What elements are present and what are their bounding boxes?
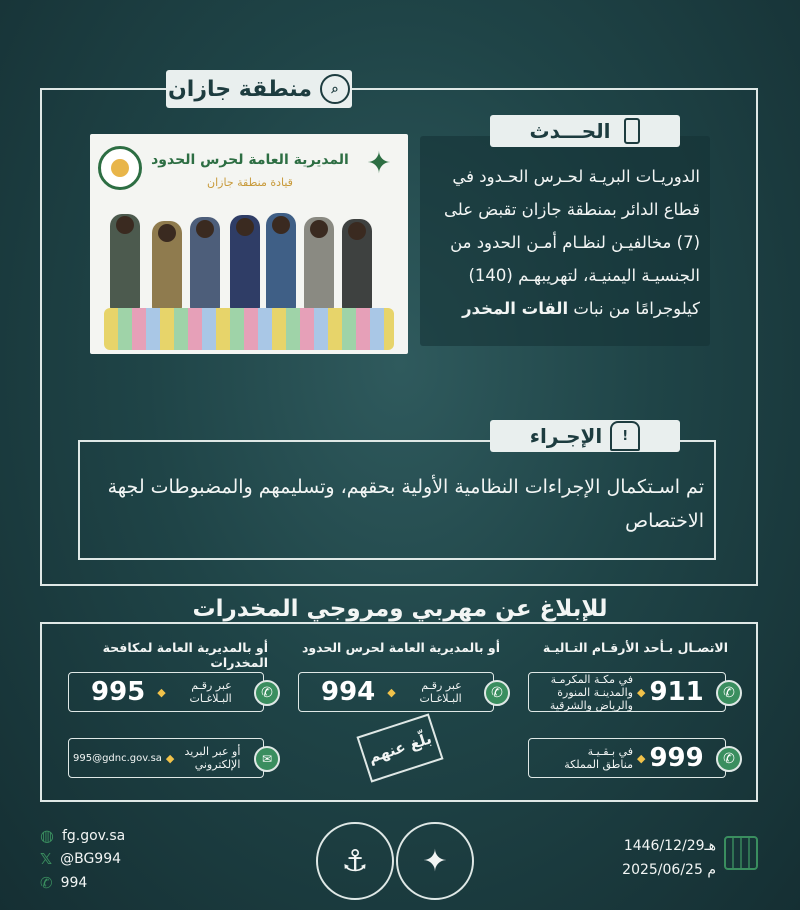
event-line-last: كيلوجرامًا من نبات القات المخدر [462, 299, 700, 318]
phone-icon: ✆ [716, 746, 742, 772]
photo-sub-name: قيادة منطقة جازان [207, 176, 293, 189]
email-contact[interactable] [68, 738, 264, 778]
arrow-icon: ◆ [387, 685, 396, 699]
hotline-999[interactable] [528, 738, 726, 778]
saudi-emblem-photo: ✦ [366, 146, 392, 181]
procedure-text: تم اسـتكمال الإجراءات النظامية الأولية بحقهم، وتسليمهم والمضبوطات لجهة الاختصاص [107, 476, 704, 532]
arrow-icon: ◆ [637, 751, 646, 765]
detainee-head [236, 218, 254, 236]
date-gregorian: 2025/06/25 م [622, 862, 716, 878]
procedure-title: الإجـراء [529, 424, 603, 448]
detainee-head [158, 224, 176, 242]
event-line: قطاع الدائر بمنطقة جازان تقبض على [444, 200, 700, 219]
hotline-994-label: عبر رقـم البـلاغـات [419, 679, 462, 705]
seized-bags [104, 308, 394, 350]
detainee-head [272, 216, 290, 234]
col-heading-1: الاتصـال بـأحد الأرقـام التـاليـة [542, 640, 728, 655]
region-title-tag [166, 70, 352, 108]
hotline-number: 911 [649, 677, 704, 707]
region-title: منطقة جازان [168, 76, 312, 102]
report-title: للإبلاغ عن مهربي ومروجي المخدرات [192, 596, 608, 622]
event-title-tag [490, 115, 680, 147]
border-guard-emblem: ⚓ [316, 822, 394, 900]
hotline-number: 995 [91, 677, 146, 707]
detainee-head [116, 216, 134, 234]
border-guard-logo [98, 146, 142, 190]
event-title: الحـــدث [529, 119, 611, 143]
arrow-icon: ◆ [165, 751, 175, 765]
hotline-number: 994 [321, 677, 376, 707]
siren-icon: ! [610, 421, 640, 451]
globe-icon: ◍ [40, 826, 54, 845]
phone-icon: ✆ [484, 680, 510, 706]
hotline-994[interactable] [298, 672, 494, 712]
procedure-title-tag [490, 420, 680, 452]
event-line: الجنسيـة اليمنيـة، لتهريبهـم (140) [468, 266, 700, 285]
x-logo-icon: 𝕏 [40, 850, 53, 868]
phone-icon: ✆ [254, 680, 280, 706]
arrow-icon: ◆ [637, 685, 646, 699]
event-line: (7) مخالفيـن لنظـام أمـن الحدود من [450, 233, 700, 252]
hotline-999-label: في بـقـيـة مناطق المملكة [564, 745, 633, 771]
calendar-icon [724, 836, 758, 870]
phone-icon: ✆ [40, 874, 53, 892]
event-highlight: القات المخدر [462, 299, 569, 318]
radio-icon [624, 118, 640, 144]
hotline-911[interactable] [528, 672, 726, 712]
email-address: 995@gdnc.gov.sa [73, 752, 162, 764]
seizure-photo [90, 134, 408, 354]
detainee-head [348, 222, 366, 240]
report-stamp: بلّغ عنهم [356, 713, 443, 782]
footer-website[interactable]: ◍ fg.gov.sa [40, 826, 126, 845]
search-map-icon: ⌕ [320, 74, 350, 104]
photo-org-name: المديرية العامة لحرس الحدود [151, 152, 349, 168]
footer-phone[interactable]: ✆ 994 [40, 874, 88, 892]
saudi-emblem: ✦ [396, 822, 474, 900]
detainee-head [196, 220, 214, 238]
email-label: أو عبر البريد الإلكتروني [184, 745, 241, 771]
hotline-995[interactable] [68, 672, 264, 712]
hotline-number: 999 [649, 743, 704, 773]
hotline-995-label: عبر رقـم البـلاغـات [189, 679, 232, 705]
footer-x-handle[interactable]: 𝕏 @BG994 [40, 850, 122, 868]
phone-icon: ✆ [716, 680, 742, 706]
event-text [424, 160, 700, 325]
date-hijri: 1446/12/29هـ [623, 838, 716, 854]
col-heading-3: أو بالمديرية العامة لمكافحة المخدرات [102, 640, 268, 670]
hotline-911-label: في مكـة المكرمـة والمدينـة المنورة والرياض والشرقية [549, 672, 633, 712]
arrow-icon: ◆ [157, 685, 166, 699]
event-line: الدوريـات البريـة لحـرس الحـدود في [452, 167, 700, 186]
mail-icon: ✉ [254, 746, 280, 772]
col-heading-2: أو بالمديرية العامة لحرس الحدود [301, 640, 500, 655]
detainee-head [310, 220, 328, 238]
